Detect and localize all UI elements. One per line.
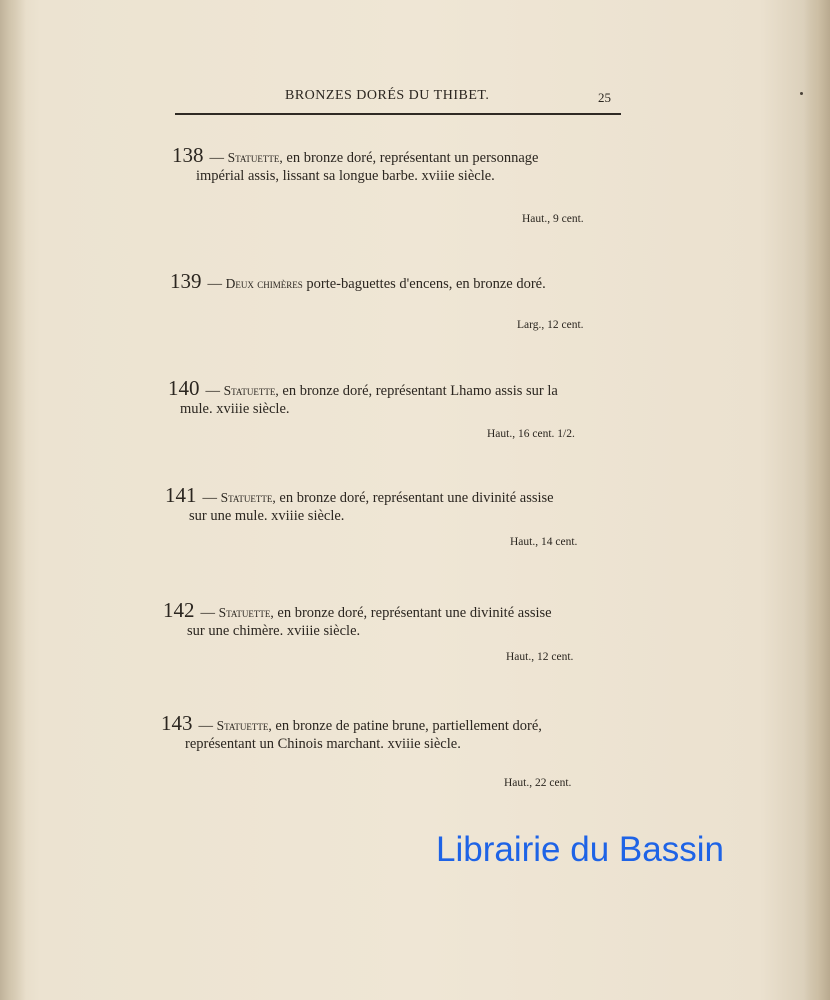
entry-number: 143	[161, 711, 193, 735]
entry-dash: —	[202, 490, 217, 506]
entry-second-line: sur une chimère. xviiie siècle.	[187, 623, 361, 639]
catalog-entry-139	[170, 269, 620, 293]
entry-second-line: sur une mule. xviiie siècle.	[189, 508, 345, 524]
entry-first-line	[172, 143, 622, 167]
entry-description: en bronze doré, représentant une divinité assise	[273, 605, 552, 621]
entry-second-line: représentant un Chinois marchant. xviiie siècle.	[185, 736, 461, 752]
catalog-entry-141	[165, 483, 615, 525]
entry-number: 141	[165, 483, 197, 507]
entry-first-line	[165, 483, 615, 507]
entry-title: Deux chimères	[225, 276, 303, 291]
entry-description: en bronze doré, représentant un personnage	[282, 150, 539, 166]
paper-speck	[800, 92, 803, 95]
entry-title: Statuette,	[223, 383, 279, 398]
entry-description: porte-baguettes d'encens, en bronze doré.	[302, 276, 546, 292]
entry-description: en bronze doré, représentant une divinité assise	[275, 490, 554, 506]
entry-dimension-141: Haut., 14 cent.	[510, 536, 578, 548]
entry-dimension-139: Larg., 12 cent.	[517, 319, 584, 331]
catalog-entry-143	[161, 711, 611, 753]
entry-dimension-138: Haut., 9 cent.	[522, 213, 584, 225]
entry-dash: —	[207, 276, 222, 292]
entry-first-line	[163, 598, 613, 622]
entry-dimension-142: Haut., 12 cent.	[506, 651, 574, 663]
running-title: BRONZES DORÉS DU THIBET.	[285, 88, 490, 103]
entry-description: en bronze doré, représentant Lhamo assis sur la	[278, 383, 558, 399]
catalog-entry-142	[163, 598, 613, 640]
running-head	[175, 88, 621, 110]
entry-second-line: impérial assis, lissant sa longue barbe. xviiie siècle.	[196, 168, 495, 184]
watermark-text: Librairie du Bassin	[436, 830, 724, 869]
entry-dash: —	[198, 718, 213, 734]
entry-first-line	[170, 269, 620, 293]
entry-title: Statuette,	[220, 490, 276, 505]
entry-number: 139	[170, 269, 202, 293]
catalog-entry-140	[168, 376, 618, 418]
page-number: 25	[598, 90, 611, 105]
page-right-edge	[804, 0, 830, 1000]
entry-number: 142	[163, 598, 195, 622]
entry-dash: —	[209, 150, 224, 166]
entry-title: Statuette,	[227, 150, 283, 165]
entry-number: 140	[168, 376, 200, 400]
entry-first-line	[168, 376, 618, 400]
entry-title: Statuette,	[218, 605, 274, 620]
entry-second-line: mule. xviiie siècle.	[180, 401, 290, 417]
entry-dash: —	[205, 383, 220, 399]
entry-dash: —	[200, 605, 215, 621]
page-gutter-shadow	[0, 0, 26, 1000]
entry-dimension-143: Haut., 22 cent.	[504, 777, 572, 789]
entry-first-line	[161, 711, 611, 735]
entry-description: en bronze de patine brune, partiellement doré,	[271, 718, 542, 734]
header-rule	[175, 113, 621, 115]
entry-dimension-140: Haut., 16 cent. 1/2.	[487, 428, 575, 440]
entry-title: Statuette,	[216, 718, 272, 733]
entry-number: 138	[172, 143, 204, 167]
catalog-entry-138	[172, 143, 622, 185]
